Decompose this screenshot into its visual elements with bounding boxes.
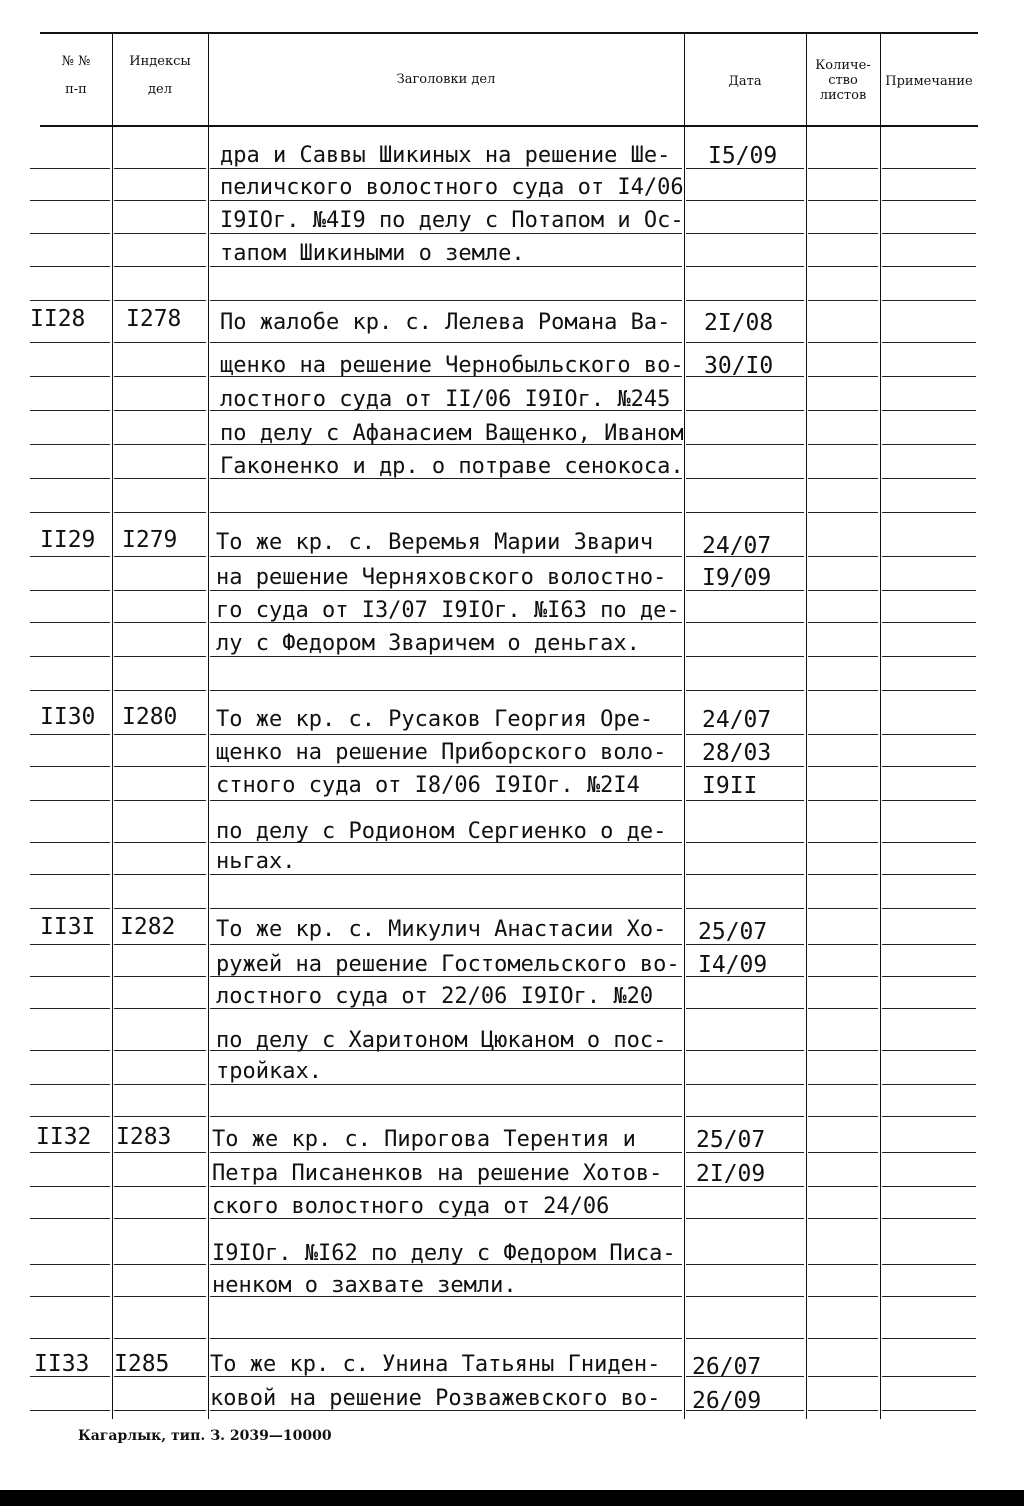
header-index-line2: дел bbox=[148, 82, 172, 97]
ruled-line bbox=[30, 1084, 110, 1085]
ruled-line bbox=[686, 842, 804, 843]
ruled-line bbox=[686, 300, 804, 301]
record-2-date-1: I9/09 bbox=[702, 565, 772, 591]
ruled-line bbox=[114, 734, 206, 735]
ruled-line bbox=[210, 233, 682, 234]
record-4-num: II3I bbox=[40, 914, 96, 940]
ruled-line bbox=[30, 556, 110, 557]
ruled-line bbox=[808, 874, 878, 875]
record-5-index: I283 bbox=[116, 1124, 172, 1150]
record-1-date-1: 30/I0 bbox=[704, 353, 774, 379]
ruled-line bbox=[882, 168, 976, 169]
ruled-line bbox=[882, 1376, 976, 1377]
ruled-line bbox=[686, 874, 804, 875]
record-1-index: I278 bbox=[126, 306, 182, 332]
ruled-line bbox=[686, 1296, 804, 1297]
ruled-line bbox=[210, 1186, 682, 1187]
column-divider-2 bbox=[208, 34, 209, 1419]
ruled-line bbox=[114, 1338, 206, 1339]
ruled-line bbox=[808, 168, 878, 169]
record-3-line-0: То же кр. с. Русаков Георгия Оре- bbox=[216, 707, 654, 732]
ruled-line bbox=[686, 342, 804, 343]
ruled-line bbox=[30, 690, 110, 691]
ruled-line bbox=[210, 200, 682, 201]
ruled-line bbox=[882, 656, 976, 657]
ruled-line bbox=[808, 1186, 878, 1187]
column-divider-3 bbox=[684, 34, 685, 1419]
ruled-line bbox=[686, 1116, 804, 1117]
ruled-line bbox=[808, 556, 878, 557]
record-3-num: II30 bbox=[40, 704, 96, 730]
ruled-line bbox=[114, 874, 206, 875]
column-divider-5 bbox=[880, 34, 881, 1419]
ruled-line bbox=[210, 300, 682, 301]
ruled-line bbox=[686, 622, 804, 623]
ruled-line bbox=[114, 200, 206, 201]
ruled-line bbox=[882, 842, 976, 843]
record-6-index: I285 bbox=[114, 1351, 170, 1377]
record-5-num: II32 bbox=[36, 1124, 92, 1150]
ruled-line bbox=[882, 1264, 976, 1265]
ruled-line bbox=[210, 656, 682, 657]
ruled-line bbox=[882, 590, 976, 591]
ruled-line bbox=[882, 410, 976, 411]
record-6-num: II33 bbox=[34, 1351, 90, 1377]
record-6-line-1: ковой на решение Розважевского во- bbox=[210, 1386, 661, 1411]
ruled-line bbox=[882, 478, 976, 479]
ruled-line bbox=[114, 556, 206, 557]
ruled-line bbox=[808, 1084, 878, 1085]
record-0-line-0: дра и Саввы Шикиных на решение Ше- bbox=[220, 143, 671, 168]
ruled-line bbox=[114, 656, 206, 657]
ruled-line bbox=[808, 590, 878, 591]
ruled-line bbox=[114, 512, 206, 513]
column-divider-4 bbox=[806, 34, 807, 1419]
ruled-line bbox=[882, 734, 976, 735]
ruled-line bbox=[808, 233, 878, 234]
ruled-line bbox=[882, 512, 976, 513]
ruled-line bbox=[30, 512, 110, 513]
ruled-line bbox=[114, 444, 206, 445]
record-5-line-1: Петра Писаненков на решение Хотов- bbox=[212, 1161, 663, 1186]
ruled-line bbox=[686, 200, 804, 201]
record-4-line-3: по делу с Харитоном Цюканом о пос- bbox=[216, 1028, 667, 1053]
ruled-line bbox=[114, 766, 206, 767]
ruled-line bbox=[30, 1264, 110, 1265]
record-4-index: I282 bbox=[120, 914, 176, 940]
ruled-line bbox=[882, 376, 976, 377]
ruled-line bbox=[114, 300, 206, 301]
record-3-line-3: по делу с Родионом Сергиенко о де- bbox=[216, 819, 667, 844]
ruled-line bbox=[30, 1218, 110, 1219]
header-date-label: Дата bbox=[728, 74, 762, 89]
record-0-line-1: пеличского волостного суда от I4/06 bbox=[220, 175, 684, 200]
ruled-line bbox=[882, 622, 976, 623]
ruled-line bbox=[686, 444, 804, 445]
ruled-line bbox=[210, 556, 682, 557]
header-sheets-line3: листов bbox=[819, 88, 867, 103]
ruled-line bbox=[30, 1410, 110, 1411]
header-sheets bbox=[806, 58, 880, 103]
ruled-line bbox=[210, 168, 682, 169]
ruled-line bbox=[882, 1296, 976, 1297]
ruled-line bbox=[686, 266, 804, 267]
record-5-line-0: То же кр. с. Пирогова Терентия и bbox=[212, 1127, 636, 1152]
ruled-line bbox=[114, 1084, 206, 1085]
ruled-line bbox=[30, 800, 110, 801]
ruled-line bbox=[114, 842, 206, 843]
ruled-line bbox=[808, 1008, 878, 1009]
record-1-line-1: щенко на решение Чернобыльского во- bbox=[220, 353, 684, 378]
header-index bbox=[112, 54, 208, 98]
ruled-line bbox=[686, 478, 804, 479]
ruled-line bbox=[114, 1008, 206, 1009]
ruled-line bbox=[808, 842, 878, 843]
header-index-line1: Индексы bbox=[129, 54, 191, 69]
ruled-line bbox=[30, 410, 110, 411]
ruled-line bbox=[882, 874, 976, 875]
ruled-line bbox=[882, 1186, 976, 1187]
ruled-line bbox=[114, 233, 206, 234]
ruled-line bbox=[30, 376, 110, 377]
ruled-line bbox=[808, 1376, 878, 1377]
ruled-line bbox=[114, 1410, 206, 1411]
ruled-line bbox=[210, 908, 682, 909]
ruled-line bbox=[30, 1338, 110, 1339]
ruled-line bbox=[114, 976, 206, 977]
ruled-line bbox=[882, 908, 976, 909]
ruled-line bbox=[686, 410, 804, 411]
header-sheets-line1: Количе- bbox=[815, 58, 871, 73]
ruled-line bbox=[210, 1116, 682, 1117]
ruled-line bbox=[686, 512, 804, 513]
ruled-line bbox=[30, 1186, 110, 1187]
record-4-date-0: 25/07 bbox=[698, 919, 768, 945]
header-num bbox=[40, 54, 112, 98]
ruled-line bbox=[882, 800, 976, 801]
ruled-line bbox=[114, 1152, 206, 1153]
ruled-line bbox=[686, 766, 804, 767]
ruled-line bbox=[114, 690, 206, 691]
ruled-line bbox=[882, 1084, 976, 1085]
ruled-line bbox=[686, 690, 804, 691]
ruled-line bbox=[808, 376, 878, 377]
scan-bottom-edge bbox=[0, 1490, 1024, 1506]
ruled-line bbox=[114, 1186, 206, 1187]
ruled-line bbox=[882, 266, 976, 267]
record-1-line-0: По жалобе кр. с. Лелева Романа Ва- bbox=[220, 310, 671, 335]
ruled-line bbox=[686, 800, 804, 801]
record-0-line-3: тапом Шикиными о земле. bbox=[220, 241, 525, 266]
record-0-line-2: I9IОг. №4I9 по делу с Потапом и Ос- bbox=[220, 208, 684, 233]
record-2-line-3: лу с Федором Зваричем о деньгах. bbox=[216, 631, 640, 656]
record-6-date-1: 26/09 bbox=[692, 1388, 762, 1414]
ruled-line bbox=[808, 342, 878, 343]
ruled-line bbox=[114, 908, 206, 909]
ruled-line bbox=[882, 976, 976, 977]
ruled-line bbox=[882, 766, 976, 767]
ruled-line bbox=[882, 1152, 976, 1153]
header-date bbox=[684, 74, 806, 90]
ruled-line bbox=[882, 1008, 976, 1009]
ruled-line bbox=[210, 944, 682, 945]
ruled-line bbox=[114, 800, 206, 801]
ruled-line bbox=[114, 622, 206, 623]
ruled-line bbox=[210, 590, 682, 591]
record-1-line-3: по делу с Афанасием Ващенко, Иваном bbox=[220, 421, 684, 446]
ruled-line bbox=[808, 478, 878, 479]
record-2-index: I279 bbox=[122, 527, 178, 553]
ruled-line bbox=[114, 1218, 206, 1219]
ruled-line bbox=[30, 1050, 110, 1051]
ruled-line bbox=[882, 1410, 976, 1411]
ruled-line bbox=[114, 1264, 206, 1265]
record-3-line-1: щенко на решение Приборского воло- bbox=[216, 740, 667, 765]
ruled-line bbox=[114, 478, 206, 479]
record-5-date-1: 2I/09 bbox=[696, 1161, 766, 1187]
ruled-line bbox=[808, 944, 878, 945]
ruled-line bbox=[30, 908, 110, 909]
ruled-line bbox=[882, 556, 976, 557]
ruled-line bbox=[30, 200, 110, 201]
ruled-line bbox=[210, 734, 682, 735]
header-num-line2: п-п bbox=[65, 82, 87, 97]
ruled-line bbox=[882, 300, 976, 301]
ruled-line bbox=[808, 734, 878, 735]
ruled-line bbox=[114, 590, 206, 591]
record-5-line-2: ского волостного суда от 24/06 bbox=[212, 1194, 610, 1219]
record-5-line-4: ненком о захвате земли. bbox=[212, 1273, 517, 1298]
record-2-line-1: на решение Черняховского волостно- bbox=[216, 565, 667, 590]
record-1-line-4: Гаконенко и др. о потраве сенокоса. bbox=[220, 454, 684, 479]
ruled-line bbox=[210, 512, 682, 513]
table-top-rule bbox=[40, 32, 978, 34]
record-2-line-0: То же кр. с. Веремья Марии Зварич bbox=[216, 530, 654, 555]
header-title bbox=[208, 72, 684, 88]
ruled-line bbox=[114, 266, 206, 267]
ruled-line bbox=[210, 874, 682, 875]
ruled-line bbox=[808, 1152, 878, 1153]
ruled-line bbox=[808, 1116, 878, 1117]
ruled-line bbox=[30, 1116, 110, 1117]
header-sheets-line2: ство bbox=[828, 73, 858, 88]
ruled-line bbox=[686, 233, 804, 234]
record-4-line-0: То же кр. с. Микулич Анастасии Хо- bbox=[216, 917, 667, 942]
ruled-line bbox=[686, 1264, 804, 1265]
record-3-date-1: 28/03 bbox=[702, 740, 772, 766]
header-title-label: Заголовки дел bbox=[396, 72, 496, 87]
ruled-line bbox=[114, 1050, 206, 1051]
ruled-line bbox=[30, 766, 110, 767]
ruled-line bbox=[30, 1296, 110, 1297]
header-bottom-rule bbox=[40, 125, 978, 127]
record-1-date-0: 2I/08 bbox=[704, 310, 774, 336]
ruled-line bbox=[30, 342, 110, 343]
ruled-line bbox=[30, 622, 110, 623]
ruled-line bbox=[210, 1084, 682, 1085]
record-4-line-1: ружей на решение Гостомельского во- bbox=[216, 952, 680, 977]
record-3-date-2: I9II bbox=[702, 773, 758, 799]
record-3-index: I280 bbox=[122, 704, 178, 730]
record-4-date-1: I4/09 bbox=[698, 952, 768, 978]
ruled-line bbox=[808, 1296, 878, 1297]
ruled-line bbox=[686, 1050, 804, 1051]
ruled-line bbox=[808, 1410, 878, 1411]
ruled-line bbox=[210, 800, 682, 801]
ruled-line bbox=[882, 1116, 976, 1117]
ruled-line bbox=[882, 1218, 976, 1219]
ruled-line bbox=[882, 690, 976, 691]
ruled-line bbox=[114, 944, 206, 945]
ruled-line bbox=[210, 766, 682, 767]
header-note bbox=[880, 74, 978, 90]
ruled-line bbox=[808, 1050, 878, 1051]
record-4-line-4: тройках. bbox=[216, 1059, 322, 1084]
ruled-line bbox=[686, 1338, 804, 1339]
ruled-line bbox=[808, 800, 878, 801]
record-2-line-2: го суда от I3/07 I9IОг. №I63 по де- bbox=[216, 598, 680, 623]
ruled-line bbox=[808, 690, 878, 691]
ruled-line bbox=[30, 874, 110, 875]
ruled-line bbox=[882, 444, 976, 445]
ruled-line bbox=[882, 200, 976, 201]
ruled-line bbox=[210, 342, 682, 343]
ruled-line bbox=[808, 200, 878, 201]
ruled-line bbox=[882, 233, 976, 234]
record-0-date-0: I5/09 bbox=[708, 143, 778, 169]
ruled-line bbox=[30, 478, 110, 479]
ruled-line bbox=[686, 1218, 804, 1219]
ruled-line bbox=[808, 300, 878, 301]
ruled-line bbox=[686, 1008, 804, 1009]
ruled-line bbox=[30, 168, 110, 169]
ruled-line bbox=[30, 233, 110, 234]
header-num-line1: № № bbox=[61, 54, 91, 69]
ruled-line bbox=[686, 734, 804, 735]
ruled-line bbox=[30, 1152, 110, 1153]
ruled-line bbox=[30, 266, 110, 267]
ruled-line bbox=[808, 1338, 878, 1339]
ruled-line bbox=[686, 656, 804, 657]
ruled-line bbox=[808, 656, 878, 657]
ruled-line bbox=[808, 512, 878, 513]
record-2-num: II29 bbox=[40, 527, 96, 553]
ruled-line bbox=[808, 410, 878, 411]
ruled-line bbox=[114, 410, 206, 411]
record-6-line-0: То же кр. с. Унина Татьяны Гниден- bbox=[210, 1352, 661, 1377]
ruled-line bbox=[882, 944, 976, 945]
ruled-line bbox=[882, 1338, 976, 1339]
record-5-line-3: I9IОг. №I62 по делу с Федором Писа- bbox=[212, 1241, 676, 1266]
ruled-line bbox=[114, 168, 206, 169]
record-5-date-0: 25/07 bbox=[696, 1127, 766, 1153]
ruled-line bbox=[808, 1264, 878, 1265]
ruled-line bbox=[30, 444, 110, 445]
ruled-line bbox=[114, 376, 206, 377]
ruled-line bbox=[808, 622, 878, 623]
printer-imprint: Кагарлык, тип. З. 2039—10000 bbox=[78, 1428, 332, 1444]
record-1-line-2: лостного суда от II/06 I9IОг. №245 bbox=[220, 387, 671, 412]
ruled-line bbox=[686, 1084, 804, 1085]
ruled-line bbox=[210, 1152, 682, 1153]
ruled-line bbox=[114, 1296, 206, 1297]
ruled-line bbox=[808, 1218, 878, 1219]
ruled-line bbox=[210, 690, 682, 691]
record-3-line-2: стного суда от I8/06 I9IОг. №2I4 bbox=[216, 773, 640, 798]
ruled-line bbox=[114, 342, 206, 343]
ruled-line bbox=[882, 342, 976, 343]
ruled-line bbox=[808, 976, 878, 977]
ruled-line bbox=[30, 734, 110, 735]
ruled-line bbox=[686, 908, 804, 909]
ruled-line bbox=[808, 444, 878, 445]
header-note-label: Примечание bbox=[885, 74, 973, 89]
record-1-num: II28 bbox=[30, 306, 86, 332]
ruled-line bbox=[30, 976, 110, 977]
column-divider-1 bbox=[112, 34, 113, 1419]
ruled-line bbox=[882, 1050, 976, 1051]
ruled-line bbox=[30, 590, 110, 591]
record-2-date-0: 24/07 bbox=[702, 533, 772, 559]
ruled-line bbox=[30, 1008, 110, 1009]
ruled-line bbox=[30, 944, 110, 945]
record-4-line-2: лостного суда от 22/06 I9IОг. №20 bbox=[216, 984, 654, 1009]
ruled-line bbox=[808, 266, 878, 267]
ruled-line bbox=[30, 300, 110, 301]
ruled-line bbox=[114, 1116, 206, 1117]
ruled-line bbox=[808, 908, 878, 909]
record-6-date-0: 26/07 bbox=[692, 1354, 762, 1380]
ruled-line bbox=[30, 656, 110, 657]
ruled-line bbox=[808, 766, 878, 767]
ruled-line bbox=[30, 842, 110, 843]
ruled-line bbox=[210, 1338, 682, 1339]
record-3-date-0: 24/07 bbox=[702, 707, 772, 733]
record-3-line-4: ньгах. bbox=[216, 849, 296, 874]
ruled-line bbox=[210, 266, 682, 267]
